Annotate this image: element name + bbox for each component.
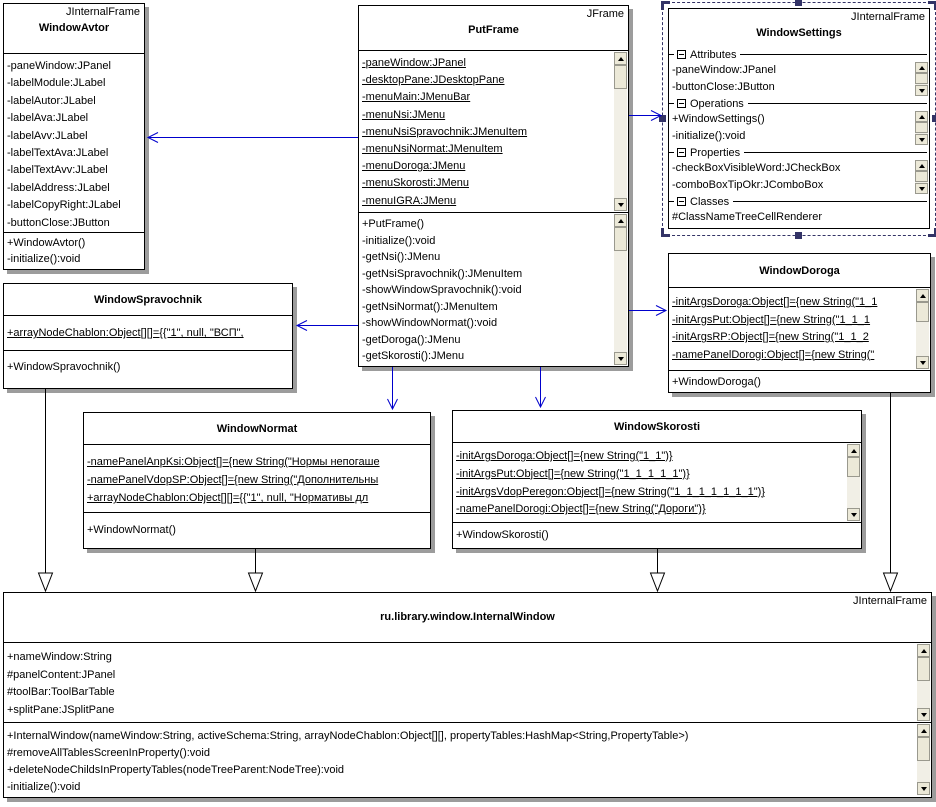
attributes-compartment [4, 316, 292, 351]
method-row[interactable]: -getNsiSpravochnik():JMenuItem [362, 267, 523, 280]
attribute-row[interactable]: -namePanelDorogi:Object[]={new String("Дороги")} [456, 503, 706, 516]
class-name: WindowNormat [216, 422, 298, 435]
scrollbar-thumb[interactable] [614, 65, 627, 89]
attribute-row[interactable]: -menuIGRA:JMenu [362, 194, 457, 207]
method-row[interactable]: -initialize():void [7, 781, 81, 793]
attribute-row[interactable]: -menuNsi:JMenu [362, 108, 446, 121]
class-stereotype: JInternalFrame [66, 6, 140, 18]
property-row[interactable]: -checkBoxVisibleWord:JCheckBox [672, 162, 841, 174]
attribute-row[interactable]: -paneWindow:JPanel [7, 60, 111, 72]
selection-handle-left[interactable] [659, 115, 666, 122]
attribute-row[interactable]: -buttonClose:JButton [672, 81, 775, 93]
attribute-row[interactable]: -initArgsDoroga:Object[]={new String("1_1")} [456, 450, 673, 462]
scroll-down-button[interactable] [916, 356, 929, 369]
method-row[interactable]: +WindowAvtor() [7, 237, 86, 249]
class-stereotype: JInternalFrame [851, 11, 925, 23]
methods-compartment [669, 371, 930, 392]
method-row[interactable]: -getNsi():JMenu [362, 251, 441, 263]
scroll-down-button[interactable] [614, 198, 627, 211]
scrollbar-thumb[interactable] [915, 171, 928, 182]
class-stereotype: JInternalFrame [853, 595, 927, 607]
method-row[interactable]: +WindowSettings() [672, 113, 765, 125]
attribute-row[interactable]: -labelCopyRight:JLabel [7, 199, 121, 212]
attribute-row[interactable]: -paneWindow:JPanel [672, 64, 776, 76]
arrow-up-icon [618, 219, 624, 223]
selection-corner-handle[interactable] [928, 228, 936, 237]
scroll-up-button[interactable] [917, 644, 930, 657]
scroll-down-button[interactable] [915, 134, 928, 145]
attribute-row[interactable]: -menuDoroga:JMenu [362, 160, 466, 173]
scroll-down-button[interactable] [917, 782, 930, 795]
arrow-down-icon [921, 787, 927, 791]
attributes-compartment [4, 643, 931, 723]
scroll-up-button[interactable] [847, 444, 860, 457]
collapse-icon[interactable] [677, 148, 686, 157]
arrow-down-icon [618, 357, 624, 361]
class-windowavtor[interactable] [3, 3, 145, 270]
class-header [669, 254, 930, 288]
scroll-up-button[interactable] [915, 111, 928, 122]
section-header-properties: Properties [669, 145, 929, 160]
collapse-icon[interactable] [677, 197, 686, 206]
attribute-row[interactable]: -initArgsPut:Object[]={new String("1_1_1_1_1")} [456, 467, 690, 480]
class-windowsettings[interactable] [668, 8, 930, 229]
class-name: WindowDoroga [759, 264, 840, 277]
method-row[interactable]: +InternalWindow(nameWindow:String, activeSchema:String, arrayNodeChablon:Object[][], propertyTables:HashMap<String,PropertyTable>) [7, 730, 689, 742]
arrow-down-icon [920, 361, 926, 365]
scroll-up-button[interactable] [614, 214, 627, 227]
attribute-row[interactable]: -initArgsVdopPeregon:Object[]={new String("1_1_1_1_1_1_1")} [456, 485, 765, 498]
method-row[interactable]: -getSkorosti():JMenu [362, 350, 465, 362]
method-row[interactable]: +WindowNormat() [87, 524, 176, 536]
arrow-up-icon [851, 449, 857, 453]
arrow-up-icon [919, 66, 925, 70]
selection-handle-bottom[interactable] [795, 232, 802, 239]
arrow-up-icon [919, 164, 925, 168]
arrow-down-icon [618, 203, 624, 207]
method-row[interactable]: +WindowDoroga() [672, 376, 761, 388]
scroll-up-button[interactable] [915, 62, 928, 73]
attribute-row[interactable]: -menuSkorosti:JMenu [362, 177, 469, 190]
arrow-down-icon [921, 713, 927, 717]
association-arrowhead [656, 306, 666, 316]
attribute-row[interactable]: -labelAddress:JLabel [7, 181, 110, 194]
attribute-row[interactable]: -labelAva:JLabel [7, 112, 89, 125]
arrow-up-icon [921, 729, 927, 733]
association-arrowhead [388, 399, 398, 409]
attributes-compartment [453, 443, 861, 523]
attribute-row[interactable]: -menuNsiSpravochnik:JMenuItem [362, 125, 528, 138]
attribute-row[interactable]: -namePanelVdopSP:Object[]={new String("Дополнительны [87, 474, 379, 486]
attribute-row[interactable]: -labelAutor:JLabel [7, 94, 96, 107]
scrollbar-thumb[interactable] [614, 227, 627, 251]
method-row[interactable]: -getDoroga():JMenu [362, 333, 461, 346]
class-row[interactable]: #ClassNameTreeCellRenderer [672, 211, 822, 223]
association-arrowhead [297, 321, 307, 331]
attribute-row[interactable]: -initArgsPut:Object[]={new String("1_1_1 [672, 313, 871, 326]
class-name: WindowSkorosti [613, 420, 701, 433]
scrollbar-thumb[interactable] [915, 122, 928, 133]
attributes-compartment [669, 62, 929, 96]
method-row[interactable]: +WindowSkorosti() [456, 529, 549, 541]
attribute-row[interactable]: -buttonClose:JButton [7, 216, 110, 229]
class-windowspravochnik[interactable] [3, 283, 293, 389]
methods-compartment [4, 723, 931, 796]
scroll-up-button[interactable] [915, 160, 928, 171]
arrow-down-icon [919, 138, 925, 142]
scroll-up-button[interactable] [916, 289, 929, 302]
scrollbar-thumb[interactable] [915, 73, 928, 84]
class-stereotype: JFrame [586, 8, 624, 20]
scroll-down-button[interactable] [917, 708, 930, 721]
method-row[interactable]: -showWindowNormat():void [362, 317, 498, 329]
selection-handle-right[interactable] [932, 115, 936, 122]
selection-handle-top[interactable] [795, 0, 802, 6]
properties-compartment [669, 160, 929, 194]
classes-compartment [669, 209, 929, 226]
attributes-compartment [84, 445, 430, 513]
class-header [4, 284, 292, 316]
attribute-row[interactable]: -initArgsDoroga:Object[]={new String("1_1 [672, 296, 878, 308]
attributes-compartment [669, 288, 930, 371]
arrow-up-icon [919, 115, 925, 119]
class-header [4, 4, 144, 54]
attribute-row[interactable]: -desktopPane:JDesktopPane [362, 74, 505, 87]
attribute-row[interactable]: -labelTextAvv:JLabel [7, 164, 108, 177]
section-header-operations: Operations [669, 96, 929, 111]
attribute-row[interactable]: +arrayNodeChablon:Object[][]={{"1", null, "ВСП", [7, 327, 244, 339]
section-header-classes: Classes [669, 194, 929, 209]
association-arrowhead [651, 111, 661, 121]
scrollbar[interactable] [915, 62, 928, 96]
attribute-row[interactable]: -menuNsiNormat:JMenuItem [362, 143, 503, 156]
arrow-up-icon [618, 57, 624, 61]
association-arrowhead [536, 397, 546, 407]
class-name: PutFrame [468, 24, 519, 36]
method-row[interactable]: -showWindowSpravochnik():void [362, 284, 522, 296]
scrollbar-thumb[interactable] [917, 657, 930, 681]
class-header [359, 6, 628, 51]
attribute-row[interactable]: -labelAvv:JLabel [7, 129, 88, 142]
class-internalwindow[interactable] [3, 592, 932, 798]
generalization-triangle [39, 573, 53, 591]
arrow-down-icon [919, 89, 925, 93]
methods-compartment [4, 233, 144, 269]
scrollbar[interactable] [917, 724, 930, 795]
class-name: WindowAvtor [38, 22, 110, 34]
class-windowskorosti[interactable] [452, 410, 862, 549]
scrollbar-thumb[interactable] [917, 737, 930, 761]
attribute-row[interactable]: +nameWindow:String [7, 651, 112, 663]
generalization-triangle [884, 573, 898, 591]
scroll-down-button[interactable] [915, 183, 928, 194]
generalization-triangle [249, 573, 263, 591]
attributes-compartment [359, 51, 628, 213]
attributes-compartment [4, 54, 144, 233]
class-header [4, 593, 931, 643]
class-header [453, 411, 861, 443]
methods-compartment [453, 523, 861, 548]
scrollbar[interactable] [915, 111, 928, 145]
method-row[interactable]: -initialize():void [672, 130, 746, 142]
scrollbar[interactable] [916, 289, 929, 369]
method-row[interactable]: -getNsiNormat():JMenuItem [362, 300, 498, 313]
attribute-row[interactable]: -menuMain:JMenuBar [362, 91, 471, 104]
class-name: WindowSettings [756, 27, 842, 39]
attribute-row[interactable]: +arrayNodeChablon:Object[][]={{"1", null, "Нормативы дл [87, 492, 369, 504]
methods-compartment [4, 351, 292, 388]
method-row[interactable]: +WindowSpravochnik() [7, 361, 121, 373]
attribute-row[interactable]: #panelContent:JPanel [7, 668, 116, 681]
property-row[interactable]: -comboBoxTipOkr:JComboBox [672, 179, 824, 191]
arrow-up-icon [920, 294, 926, 298]
arrow-down-icon [851, 513, 857, 517]
class-windownormat[interactable] [83, 412, 431, 549]
method-row[interactable]: #removeAllTablesScreenInProperty():void [7, 747, 210, 759]
scrollbar[interactable] [915, 160, 928, 194]
attribute-row[interactable]: -namePanelDorogi:Object[]={new String(" [672, 348, 875, 361]
method-row[interactable]: +deleteNodeChildsInPropertyTables(nodeTreeParent:NodeTree):void [7, 764, 345, 776]
class-name: ru.library.window.InternalWindow [380, 611, 555, 623]
scroll-up-button[interactable] [614, 52, 627, 65]
section-header-attributes: Attributes [669, 47, 929, 62]
scroll-up-button[interactable] [917, 724, 930, 737]
method-row[interactable]: -initialize():void [7, 253, 81, 265]
attribute-row[interactable]: +splitPane:JSplitPane [7, 703, 115, 716]
generalization-triangle [651, 573, 665, 591]
class-name: WindowSpravochnik [93, 293, 203, 306]
collapse-icon[interactable] [677, 50, 686, 59]
class-header [84, 413, 430, 445]
scroll-down-button[interactable] [614, 352, 627, 365]
arrow-up-icon [921, 649, 927, 653]
class-windowdoroga[interactable] [668, 253, 931, 393]
scroll-down-button[interactable] [847, 508, 860, 521]
arrow-down-icon [919, 187, 925, 191]
method-row[interactable]: -initialize():void [362, 234, 436, 247]
association-arrowhead [148, 133, 158, 143]
methods-compartment [84, 513, 430, 548]
methods-compartment [359, 213, 628, 366]
attribute-row[interactable]: -labelModule:JLabel [7, 77, 106, 90]
scrollbar[interactable] [847, 444, 860, 521]
scrollbar[interactable] [614, 52, 627, 211]
attribute-row[interactable]: -namePanelAnpKsi:Object[]={new String("Нормы непогаше [87, 456, 380, 468]
collapse-icon[interactable] [677, 99, 686, 108]
selection-corner-handle[interactable] [661, 228, 670, 237]
operations-compartment [669, 111, 929, 145]
attribute-row[interactable]: #toolBar:ToolBarTable [7, 686, 115, 698]
class-header [669, 9, 929, 47]
attribute-row[interactable]: -labelTextAva:JLabel [7, 147, 109, 160]
scrollbar[interactable] [614, 214, 627, 365]
method-row[interactable]: +PutFrame() [362, 218, 425, 230]
attribute-row[interactable]: -initArgsRP:Object[]={new String("1_1_2 [672, 331, 869, 344]
class-putframe[interactable] [358, 5, 629, 367]
scroll-down-button[interactable] [915, 85, 928, 96]
attribute-row[interactable]: -paneWindow:JPanel [362, 57, 466, 69]
scrollbar-thumb[interactable] [847, 457, 860, 477]
scrollbar[interactable] [917, 644, 930, 721]
scrollbar-thumb[interactable] [916, 302, 929, 322]
